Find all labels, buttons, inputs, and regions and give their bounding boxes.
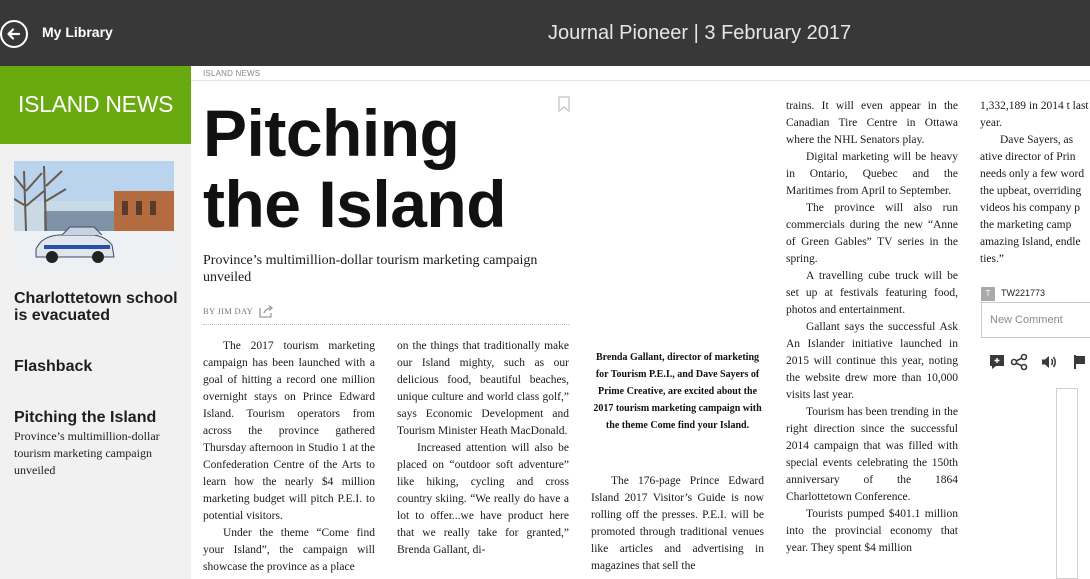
divider bbox=[203, 324, 569, 325]
section-tab-island-news[interactable] bbox=[0, 66, 191, 144]
paragraph: The province will also run commercials during the new “Anne of Green Gables” TV series in the spring. bbox=[786, 202, 958, 265]
article-column-4 bbox=[786, 98, 958, 557]
paragraph: Gallant says the successful Ask An Islander initiative launched in 2015 will continue this year, noting the website drew more than 10,000 visits last year. bbox=[786, 321, 958, 401]
sidebar-article-headline: Charlottetown school is evacuated bbox=[14, 290, 178, 324]
article-column-3 bbox=[591, 473, 764, 575]
comment-scroll-area[interactable] bbox=[1056, 388, 1078, 579]
paragraph: on the things that traditionally make our Island mighty, such as our delicious food, beautiful beaches, unique culture and world class golf,” says Economic Development and Tourism Minister Heath MacDonald. bbox=[397, 340, 569, 437]
add-comment-icon[interactable] bbox=[988, 353, 1006, 376]
comment-tag-badge: T bbox=[981, 287, 995, 301]
divider bbox=[191, 80, 1090, 81]
share-network-icon[interactable] bbox=[1010, 353, 1028, 376]
article-column-1 bbox=[203, 338, 375, 576]
paragraph: Dave Sayers, as ative director of Prin needs only a few word the upbeat, overriding videos his company p the marketing camp amazing Island, endle ties.” bbox=[980, 134, 1085, 265]
paragraph: Under the theme “Come find your Island”, the campaign will showcase the province as a place bbox=[203, 527, 375, 573]
back-arrow-icon[interactable] bbox=[0, 20, 28, 48]
headline-line: the Island bbox=[203, 167, 507, 241]
sidebar-article-headline: Pitching the Island bbox=[14, 409, 157, 426]
paragraph: The 2017 tourism marketing campaign has been launched with a goal of hitting a record one million overnight stays on Prince Edward Island. Tourism operators from across the province gathered Thursday afternoon in Studio 1 at the Confederation Centre of the Arts to learn how the nearly $4 million marketing budget will pitch P.E.I. to potential visitors. bbox=[203, 340, 375, 522]
paragraph: Increased attention will also be placed on “outdoor soft adventure” like hiking, cycling and cross country skiing. “We really do have a lot to offer...we have product here that we really take for granted,” Brenda Gallant, di- bbox=[397, 442, 569, 556]
comment-placeholder: New Comment bbox=[990, 314, 1063, 326]
publication-title: Journal Pioneer | 3 February 2017 bbox=[548, 22, 852, 44]
sidebar-article-charlottetown[interactable] bbox=[14, 290, 184, 324]
article-kicker: ISLAND NEWS bbox=[203, 69, 261, 78]
byline: BY JIM DAY bbox=[203, 306, 254, 316]
headline-line: Pitching bbox=[203, 96, 460, 170]
speaker-icon[interactable] bbox=[1040, 353, 1058, 376]
paragraph: 1,332,189 in 2014 t last year. bbox=[980, 100, 1089, 129]
my-library-link[interactable]: My Library bbox=[42, 24, 113, 40]
new-comment-input[interactable] bbox=[981, 302, 1090, 338]
paragraph: Tourism has been trending in the right direction since the successful 2014 campaign that was filled with special events celebrating the 150th anniversary of the 1864 Charlottetown Conference. bbox=[786, 406, 958, 503]
paragraph: Tourists pumped $401.1 million into the provincial economy that year. They spent $4 million bbox=[786, 508, 958, 554]
photo-caption: Brenda Gallant, director of marketing for Tourism P.E.I., and Dave Sayers of Prime Creative, are excited about the 2017 tourism marketing campaign with the theme Come find your Island. bbox=[593, 352, 762, 431]
article-view bbox=[191, 66, 1090, 579]
sidebar-article-headline: Flashback bbox=[14, 358, 93, 375]
section-title: ISLAND NEWS bbox=[18, 91, 174, 117]
comment-tag-id: TW221773 bbox=[1001, 288, 1046, 298]
article-headline bbox=[203, 98, 563, 240]
flag-icon[interactable] bbox=[1073, 353, 1085, 376]
article-column-2 bbox=[397, 338, 569, 559]
sidebar-article-flashback[interactable] bbox=[14, 358, 184, 375]
paragraph: A travelling cube truck will be set up at festivals featuring food, photos and entertainment. bbox=[786, 270, 958, 316]
paragraph: Digital marketing will be heavy in Ontario, Quebec and the Maritimes from April to September. bbox=[786, 151, 958, 197]
sidebar-article-description: Province’s multimillion-dollar tourism marketing campaign unveiled bbox=[14, 429, 160, 477]
sidebar-article-pitching[interactable] bbox=[14, 409, 184, 479]
share-icon[interactable] bbox=[259, 304, 275, 323]
paragraph: trains. It will even appear in the Canadian Tire Centre in Ottawa where the NHL Senators play. bbox=[786, 100, 958, 146]
article-thumbnail[interactable] bbox=[14, 161, 174, 273]
top-bar bbox=[0, 0, 1090, 66]
paragraph: The 176-page Prince Edward Island 2017 Visitor’s Guide is now rolling off the presses. P.E.I. will be promoted through traditional venues like articles and advertising in magazines that sell the bbox=[591, 475, 764, 572]
article-sidebar bbox=[0, 66, 191, 579]
article-deck: Province’s multimillion-dollar tourism marketing campaign unveiled bbox=[203, 253, 538, 285]
article-column-5 bbox=[980, 98, 1090, 268]
